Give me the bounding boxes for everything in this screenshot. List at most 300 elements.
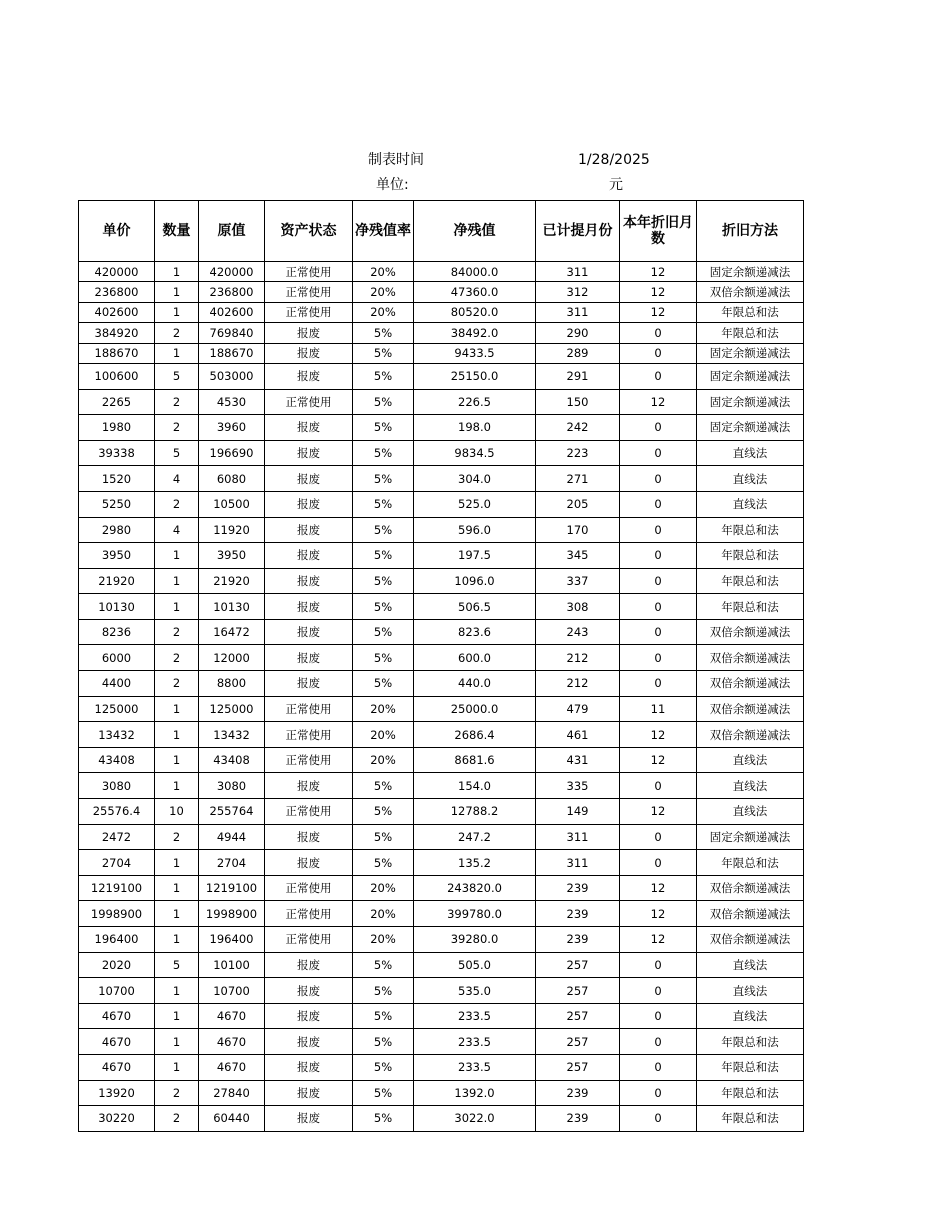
depreciation-method-cell: 双倍余额递减法 <box>697 282 804 302</box>
original-value-cell: 1998900 <box>199 901 265 927</box>
asset-status-cell: 正常使用 <box>265 799 353 825</box>
unit-price-cell: 10700 <box>79 978 155 1004</box>
months-accrued-cell: 239 <box>536 1106 620 1132</box>
original-value-cell: 420000 <box>199 262 265 282</box>
column-header-months-this-year: 本年折旧月数 <box>620 201 697 262</box>
unit-price-cell: 13920 <box>79 1080 155 1106</box>
residual-rate-cell: 20% <box>353 282 414 302</box>
unit-price-cell: 3080 <box>79 773 155 799</box>
asset-status-cell: 报废 <box>265 363 353 389</box>
quantity-cell: 1 <box>155 543 199 569</box>
quantity-cell: 1 <box>155 343 199 363</box>
depreciation-method-cell: 年限总和法 <box>697 517 804 543</box>
original-value-cell: 10100 <box>199 952 265 978</box>
unit-price-cell: 39338 <box>79 440 155 466</box>
table-row <box>79 978 804 1004</box>
months-accrued-cell: 431 <box>536 747 620 773</box>
quantity-cell: 4 <box>155 517 199 543</box>
months-accrued-cell: 311 <box>536 850 620 876</box>
original-value-cell: 21920 <box>199 568 265 594</box>
months-accrued-cell: 150 <box>536 389 620 415</box>
residual-rate-cell: 5% <box>353 799 414 825</box>
residual-rate-cell: 5% <box>353 343 414 363</box>
column-header-unit-price: 单价 <box>79 201 155 262</box>
quantity-cell: 1 <box>155 978 199 1004</box>
months-accrued-cell: 170 <box>536 517 620 543</box>
residual-value-cell: 506.5 <box>414 594 536 620</box>
depreciation-method-cell: 双倍余额递减法 <box>697 927 804 953</box>
asset-status-cell: 报废 <box>265 517 353 543</box>
months-accrued-cell: 257 <box>536 952 620 978</box>
table-row <box>79 262 804 282</box>
residual-rate-cell: 5% <box>353 389 414 415</box>
residual-rate-cell: 20% <box>353 875 414 901</box>
asset-status-cell: 报废 <box>265 773 353 799</box>
unit-price-cell: 2265 <box>79 389 155 415</box>
asset-status-cell: 正常使用 <box>265 901 353 927</box>
original-value-cell: 769840 <box>199 323 265 343</box>
residual-rate-cell: 20% <box>353 901 414 927</box>
original-value-cell: 43408 <box>199 747 265 773</box>
unit-price-cell: 2980 <box>79 517 155 543</box>
unit-price-cell: 4400 <box>79 671 155 697</box>
table-row <box>79 747 804 773</box>
table-row <box>79 323 804 343</box>
residual-rate-cell: 5% <box>353 850 414 876</box>
unit-label: 单位: <box>376 177 409 193</box>
residual-rate-cell: 5% <box>353 645 414 671</box>
residual-rate-cell: 5% <box>353 619 414 645</box>
months-this-year-cell: 0 <box>620 415 697 441</box>
quantity-cell: 1 <box>155 747 199 773</box>
table-row <box>79 645 804 671</box>
quantity-cell: 1 <box>155 875 199 901</box>
months-accrued-cell: 239 <box>536 901 620 927</box>
original-value-cell: 4530 <box>199 389 265 415</box>
asset-status-cell: 报废 <box>265 543 353 569</box>
depreciation-method-cell: 年限总和法 <box>697 1080 804 1106</box>
quantity-cell: 4 <box>155 466 199 492</box>
quantity-cell: 1 <box>155 901 199 927</box>
table-row <box>79 671 804 697</box>
residual-rate-cell: 5% <box>353 1029 414 1055</box>
date-label: 制表时间 <box>368 152 424 168</box>
residual-value-cell: 1096.0 <box>414 568 536 594</box>
unit-price-cell: 188670 <box>79 343 155 363</box>
months-this-year-cell: 0 <box>620 343 697 363</box>
asset-status-cell: 正常使用 <box>265 722 353 748</box>
asset-status-cell: 报废 <box>265 952 353 978</box>
table-row <box>79 466 804 492</box>
asset-status-cell: 正常使用 <box>265 389 353 415</box>
depreciation-method-cell: 年限总和法 <box>697 1106 804 1132</box>
months-this-year-cell: 0 <box>620 978 697 1004</box>
months-this-year-cell: 0 <box>620 1003 697 1029</box>
asset-status-cell: 报废 <box>265 415 353 441</box>
months-this-year-cell: 0 <box>620 543 697 569</box>
original-value-cell: 3960 <box>199 415 265 441</box>
residual-rate-cell: 5% <box>353 323 414 343</box>
unit-price-cell: 1998900 <box>79 901 155 927</box>
residual-value-cell: 823.6 <box>414 619 536 645</box>
unit-price-cell: 1980 <box>79 415 155 441</box>
depreciation-method-cell: 直线法 <box>697 1003 804 1029</box>
original-value-cell: 6080 <box>199 466 265 492</box>
asset-status-cell: 报废 <box>265 1106 353 1132</box>
quantity-cell: 1 <box>155 927 199 953</box>
residual-value-cell: 535.0 <box>414 978 536 1004</box>
original-value-cell: 402600 <box>199 302 265 322</box>
table-row <box>79 824 804 850</box>
depreciation-method-cell: 直线法 <box>697 747 804 773</box>
months-accrued-cell: 311 <box>536 302 620 322</box>
depreciation-method-cell: 双倍余额递减法 <box>697 722 804 748</box>
residual-value-cell: 233.5 <box>414 1054 536 1080</box>
original-value-cell: 255764 <box>199 799 265 825</box>
quantity-cell: 2 <box>155 389 199 415</box>
unit-price-cell: 30220 <box>79 1106 155 1132</box>
asset-status-cell: 报废 <box>265 1054 353 1080</box>
column-header-quantity: 数量 <box>155 201 199 262</box>
asset-status-cell: 正常使用 <box>265 696 353 722</box>
residual-rate-cell: 5% <box>353 594 414 620</box>
quantity-cell: 2 <box>155 491 199 517</box>
unit-price-cell: 2704 <box>79 850 155 876</box>
unit-price-cell: 402600 <box>79 302 155 322</box>
months-accrued-cell: 257 <box>536 1054 620 1080</box>
unit-price-cell: 100600 <box>79 363 155 389</box>
original-value-cell: 10700 <box>199 978 265 1004</box>
residual-value-cell: 47360.0 <box>414 282 536 302</box>
residual-value-cell: 399780.0 <box>414 901 536 927</box>
quantity-cell: 5 <box>155 440 199 466</box>
asset-status-cell: 报废 <box>265 323 353 343</box>
residual-rate-cell: 5% <box>353 517 414 543</box>
asset-status-cell: 报废 <box>265 466 353 492</box>
column-header-months-accrued: 已计提月份 <box>536 201 620 262</box>
residual-value-cell: 135.2 <box>414 850 536 876</box>
months-accrued-cell: 461 <box>536 722 620 748</box>
residual-value-cell: 233.5 <box>414 1003 536 1029</box>
unit-price-cell: 5250 <box>79 491 155 517</box>
residual-value-cell: 25150.0 <box>414 363 536 389</box>
months-accrued-cell: 308 <box>536 594 620 620</box>
quantity-cell: 2 <box>155 1106 199 1132</box>
asset-status-cell: 正常使用 <box>265 282 353 302</box>
months-this-year-cell: 12 <box>620 875 697 901</box>
months-this-year-cell: 12 <box>620 747 697 773</box>
asset-status-cell: 报废 <box>265 1029 353 1055</box>
residual-rate-cell: 20% <box>353 696 414 722</box>
residual-value-cell: 3022.0 <box>414 1106 536 1132</box>
depreciation-method-cell: 双倍余额递减法 <box>697 875 804 901</box>
table-row <box>79 1029 804 1055</box>
unit-price-cell: 43408 <box>79 747 155 773</box>
months-this-year-cell: 11 <box>620 696 697 722</box>
date-value: 1/28/2025 <box>578 152 650 168</box>
original-value-cell: 8800 <box>199 671 265 697</box>
months-this-year-cell: 0 <box>620 850 697 876</box>
table-row <box>79 799 804 825</box>
months-this-year-cell: 0 <box>620 568 697 594</box>
depreciation-method-cell: 直线法 <box>697 799 804 825</box>
months-this-year-cell: 0 <box>620 1106 697 1132</box>
months-accrued-cell: 312 <box>536 282 620 302</box>
months-this-year-cell: 12 <box>620 901 697 927</box>
header-row <box>79 201 804 262</box>
residual-value-cell: 9834.5 <box>414 440 536 466</box>
months-accrued-cell: 205 <box>536 491 620 517</box>
months-this-year-cell: 0 <box>620 1029 697 1055</box>
depreciation-method-cell: 年限总和法 <box>697 323 804 343</box>
original-value-cell: 1219100 <box>199 875 265 901</box>
months-accrued-cell: 212 <box>536 645 620 671</box>
table-row <box>79 722 804 748</box>
table-row <box>79 696 804 722</box>
months-accrued-cell: 271 <box>536 466 620 492</box>
residual-value-cell: 226.5 <box>414 389 536 415</box>
unit-price-cell: 13432 <box>79 722 155 748</box>
months-this-year-cell: 0 <box>620 773 697 799</box>
depreciation-method-cell: 固定余额递减法 <box>697 389 804 415</box>
table-row <box>79 491 804 517</box>
asset-status-cell: 正常使用 <box>265 302 353 322</box>
table-row <box>79 302 804 322</box>
months-accrued-cell: 242 <box>536 415 620 441</box>
months-accrued-cell: 149 <box>536 799 620 825</box>
quantity-cell: 1 <box>155 850 199 876</box>
original-value-cell: 196400 <box>199 927 265 953</box>
residual-rate-cell: 5% <box>353 952 414 978</box>
months-accrued-cell: 243 <box>536 619 620 645</box>
asset-status-cell: 报废 <box>265 594 353 620</box>
quantity-cell: 1 <box>155 722 199 748</box>
months-accrued-cell: 239 <box>536 875 620 901</box>
residual-rate-cell: 5% <box>353 543 414 569</box>
months-this-year-cell: 0 <box>620 1054 697 1080</box>
depreciation-method-cell: 固定余额递减法 <box>697 262 804 282</box>
table-row <box>79 1054 804 1080</box>
original-value-cell: 10130 <box>199 594 265 620</box>
residual-value-cell: 247.2 <box>414 824 536 850</box>
depreciation-method-cell: 双倍余额递减法 <box>697 645 804 671</box>
quantity-cell: 10 <box>155 799 199 825</box>
asset-status-cell: 正常使用 <box>265 747 353 773</box>
residual-rate-cell: 5% <box>353 1054 414 1080</box>
quantity-cell: 2 <box>155 619 199 645</box>
column-header-residual-rate: 净残值率 <box>353 201 414 262</box>
months-accrued-cell: 257 <box>536 1003 620 1029</box>
original-value-cell: 196690 <box>199 440 265 466</box>
residual-value-cell: 304.0 <box>414 466 536 492</box>
residual-rate-cell: 5% <box>353 466 414 492</box>
unit-price-cell: 2472 <box>79 824 155 850</box>
asset-status-cell: 正常使用 <box>265 262 353 282</box>
residual-rate-cell: 5% <box>353 363 414 389</box>
residual-rate-cell: 20% <box>353 302 414 322</box>
months-accrued-cell: 291 <box>536 363 620 389</box>
column-header-depreciation-method: 折旧方法 <box>697 201 804 262</box>
original-value-cell: 3080 <box>199 773 265 799</box>
residual-value-cell: 243820.0 <box>414 875 536 901</box>
quantity-cell: 1 <box>155 568 199 594</box>
unit-price-cell: 4670 <box>79 1029 155 1055</box>
unit-price-cell: 3950 <box>79 543 155 569</box>
unit-price-cell: 1520 <box>79 466 155 492</box>
months-accrued-cell: 223 <box>536 440 620 466</box>
residual-value-cell: 80520.0 <box>414 302 536 322</box>
quantity-cell: 5 <box>155 952 199 978</box>
residual-value-cell: 2686.4 <box>414 722 536 748</box>
depreciation-method-cell: 年限总和法 <box>697 594 804 620</box>
table-row <box>79 517 804 543</box>
months-this-year-cell: 12 <box>620 722 697 748</box>
unit-price-cell: 1219100 <box>79 875 155 901</box>
table-row <box>79 901 804 927</box>
residual-rate-cell: 20% <box>353 927 414 953</box>
column-header-original-value: 原值 <box>199 201 265 262</box>
months-this-year-cell: 0 <box>620 645 697 671</box>
months-accrued-cell: 257 <box>536 978 620 1004</box>
quantity-cell: 1 <box>155 696 199 722</box>
depreciation-method-cell: 双倍余额递减法 <box>697 901 804 927</box>
months-accrued-cell: 337 <box>536 568 620 594</box>
asset-status-cell: 报废 <box>265 619 353 645</box>
months-accrued-cell: 311 <box>536 824 620 850</box>
quantity-cell: 2 <box>155 323 199 343</box>
residual-value-cell: 9433.5 <box>414 343 536 363</box>
table-row <box>79 363 804 389</box>
depreciation-method-cell: 直线法 <box>697 978 804 1004</box>
residual-rate-cell: 5% <box>353 491 414 517</box>
residual-value-cell: 505.0 <box>414 952 536 978</box>
months-this-year-cell: 0 <box>620 491 697 517</box>
original-value-cell: 10500 <box>199 491 265 517</box>
asset-status-cell: 报废 <box>265 343 353 363</box>
months-this-year-cell: 0 <box>620 323 697 343</box>
depreciation-method-cell: 固定余额递减法 <box>697 343 804 363</box>
months-accrued-cell: 311 <box>536 262 620 282</box>
unit-price-cell: 2020 <box>79 952 155 978</box>
table-row <box>79 773 804 799</box>
residual-rate-cell: 5% <box>353 978 414 1004</box>
depreciation-method-cell: 年限总和法 <box>697 1054 804 1080</box>
quantity-cell: 1 <box>155 594 199 620</box>
residual-value-cell: 600.0 <box>414 645 536 671</box>
residual-rate-cell: 5% <box>353 773 414 799</box>
depreciation-method-cell: 直线法 <box>697 952 804 978</box>
months-accrued-cell: 289 <box>536 343 620 363</box>
months-accrued-cell: 257 <box>536 1029 620 1055</box>
residual-value-cell: 154.0 <box>414 773 536 799</box>
original-value-cell: 4670 <box>199 1029 265 1055</box>
depreciation-method-cell: 年限总和法 <box>697 302 804 322</box>
months-accrued-cell: 479 <box>536 696 620 722</box>
quantity-cell: 1 <box>155 1054 199 1080</box>
original-value-cell: 188670 <box>199 343 265 363</box>
unit-price-cell: 4670 <box>79 1054 155 1080</box>
quantity-cell: 1 <box>155 773 199 799</box>
asset-status-cell: 报废 <box>265 1080 353 1106</box>
months-this-year-cell: 12 <box>620 262 697 282</box>
quantity-cell: 2 <box>155 645 199 671</box>
asset-table <box>78 200 804 1132</box>
depreciation-method-cell: 年限总和法 <box>697 850 804 876</box>
residual-value-cell: 39280.0 <box>414 927 536 953</box>
table-row <box>79 440 804 466</box>
asset-status-cell: 报废 <box>265 491 353 517</box>
depreciation-method-cell: 年限总和法 <box>697 568 804 594</box>
depreciation-method-cell: 固定余额递减法 <box>697 415 804 441</box>
asset-status-cell: 报废 <box>265 1003 353 1029</box>
unit-price-cell: 236800 <box>79 282 155 302</box>
residual-rate-cell: 20% <box>353 747 414 773</box>
months-accrued-cell: 239 <box>536 1080 620 1106</box>
table-row <box>79 952 804 978</box>
months-this-year-cell: 0 <box>620 466 697 492</box>
original-value-cell: 13432 <box>199 722 265 748</box>
unit-price-cell: 4670 <box>79 1003 155 1029</box>
residual-rate-cell: 5% <box>353 1080 414 1106</box>
table-row <box>79 850 804 876</box>
quantity-cell: 1 <box>155 302 199 322</box>
months-this-year-cell: 0 <box>620 619 697 645</box>
residual-value-cell: 8681.6 <box>414 747 536 773</box>
months-accrued-cell: 239 <box>536 927 620 953</box>
months-this-year-cell: 0 <box>620 1080 697 1106</box>
original-value-cell: 125000 <box>199 696 265 722</box>
months-this-year-cell: 0 <box>620 824 697 850</box>
depreciation-method-cell: 年限总和法 <box>697 543 804 569</box>
column-header-residual-value: 净残值 <box>414 201 536 262</box>
unit-price-cell: 125000 <box>79 696 155 722</box>
residual-value-cell: 525.0 <box>414 491 536 517</box>
depreciation-method-cell: 直线法 <box>697 491 804 517</box>
original-value-cell: 27840 <box>199 1080 265 1106</box>
residual-rate-cell: 5% <box>353 824 414 850</box>
table-row <box>79 875 804 901</box>
unit-price-cell: 6000 <box>79 645 155 671</box>
depreciation-method-cell: 双倍余额递减法 <box>697 619 804 645</box>
quantity-cell: 2 <box>155 1080 199 1106</box>
residual-rate-cell: 5% <box>353 415 414 441</box>
residual-value-cell: 440.0 <box>414 671 536 697</box>
table-row <box>79 927 804 953</box>
residual-value-cell: 197.5 <box>414 543 536 569</box>
residual-value-cell: 198.0 <box>414 415 536 441</box>
residual-value-cell: 84000.0 <box>414 262 536 282</box>
table-row <box>79 543 804 569</box>
original-value-cell: 3950 <box>199 543 265 569</box>
original-value-cell: 16472 <box>199 619 265 645</box>
quantity-cell: 2 <box>155 824 199 850</box>
depreciation-method-cell: 年限总和法 <box>697 1029 804 1055</box>
months-this-year-cell: 0 <box>620 952 697 978</box>
original-value-cell: 2704 <box>199 850 265 876</box>
depreciation-method-cell: 固定余额递减法 <box>697 824 804 850</box>
asset-status-cell: 报废 <box>265 978 353 1004</box>
unit-price-cell: 196400 <box>79 927 155 953</box>
original-value-cell: 236800 <box>199 282 265 302</box>
months-this-year-cell: 12 <box>620 302 697 322</box>
original-value-cell: 11920 <box>199 517 265 543</box>
depreciation-method-cell: 直线法 <box>697 440 804 466</box>
unit-price-cell: 384920 <box>79 323 155 343</box>
residual-value-cell: 38492.0 <box>414 323 536 343</box>
residual-value-cell: 25000.0 <box>414 696 536 722</box>
quantity-cell: 1 <box>155 282 199 302</box>
months-this-year-cell: 0 <box>620 517 697 543</box>
